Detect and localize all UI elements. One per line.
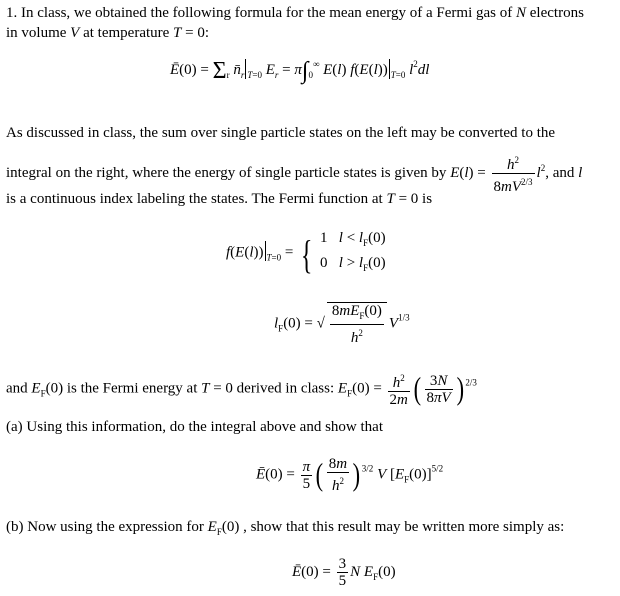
- part-a-text: (a) Using this information, do the integral above and show that: [6, 419, 383, 435]
- part-b-equation: Ē(0) = $\frac{3}{5}$ N $E_F(0)$: [292, 556, 396, 589]
- part-b-text: (b) Now using the expression for $E_F(0)$ , show that this result may be written more simply as:: [6, 519, 565, 537]
- mean-energy-equation: Ē(0) = $\Sigma_r$ $n̄_r$ $_{T=0}$ $E_r = \pi\int_0^\infty$ E(l) f(E(l)) $_{T=0}$ $l^2dl$: [170, 58, 430, 84]
- para2-line-3: is a continuous index labeling the states. The Fermi function at T = 0 is: [6, 191, 433, 207]
- intro-line-1: 1. In class, we obtained the following formula for the mean energy of a Fermi gas of N electrons: [6, 5, 584, 21]
- part-a-equation: Ē(0) = $\frac{\pi}{5}$ ( $\frac{8m}{h^2}$ ) $^{3/2}$ V $[E_F(0)]^{5/2}$: [256, 456, 444, 494]
- fermi-function-equation: f(E(l)) $_{T=0}$ = { 1 $l < l_F(0)$ 0 $l > l_F(0)$: [226, 230, 386, 278]
- fermi-energy-line: and $E_F(0)$ is the Fermi energy at T = 0 derived in class: $E_F(0)$ = $\frac{h^2}{2m}$ ( $\frac{3N}{8\pi V}$ ) $^{2/3}$: [6, 370, 477, 408]
- para2-line-1: As discussed in class, the sum over single particle states on the left may be converted to the: [6, 125, 556, 141]
- intro-line-2: in volume V at temperature T = 0:: [6, 25, 210, 41]
- para2-line-2: integral on the right, where the energy of single particle states is given by E(l) = $\frac{h^2}{8mV^{2/3}}$ $l^2$, and l: [6, 152, 582, 195]
- fermi-index-equation: $l_F(0)$ = √ $\frac{8mE_F(0)}{h^2}$ $V^{1/3}$: [274, 303, 410, 346]
